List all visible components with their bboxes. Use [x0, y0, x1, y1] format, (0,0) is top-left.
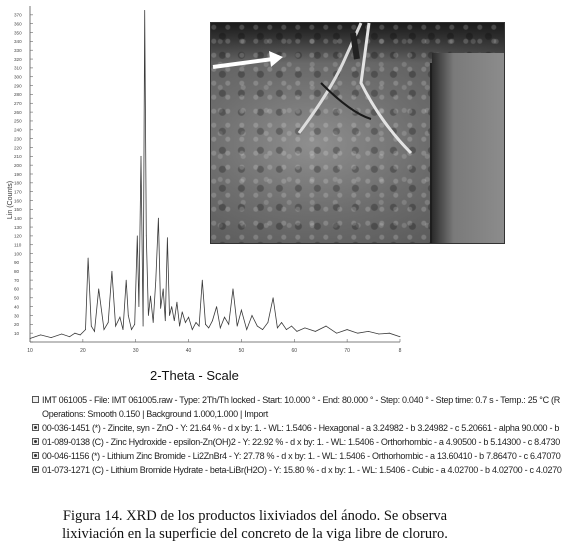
photo-overlay	[211, 23, 504, 243]
data-point	[61, 334, 62, 335]
y-tick-label: 220	[14, 145, 22, 151]
data-point	[262, 329, 263, 330]
x-tick-label: 60	[291, 348, 298, 354]
data-point	[174, 320, 175, 321]
y-axis-label: Lin (Counts)	[7, 180, 14, 220]
data-point	[177, 302, 178, 303]
data-point	[51, 337, 52, 338]
data-point	[241, 310, 242, 311]
data-point	[171, 306, 172, 307]
y-tick-label: 240	[14, 127, 22, 133]
x-tick-label: 70	[344, 348, 350, 354]
data-point	[69, 336, 70, 337]
data-point	[297, 331, 298, 332]
data-point	[108, 322, 109, 323]
data-point	[119, 317, 120, 318]
phase-marker-icon	[32, 452, 39, 459]
x-tick-label: 20	[80, 348, 86, 354]
data-point	[220, 327, 221, 328]
y-tick-label: 180	[14, 180, 22, 186]
y-tick-label: 280	[14, 92, 22, 98]
legend-row-lithium-zinc-bromide	[32, 449, 561, 463]
data-point	[134, 324, 135, 325]
data-point	[205, 324, 206, 325]
data-point	[228, 324, 229, 325]
legend-row-lithium-bromide-hydrate	[32, 463, 562, 477]
caption-line: lixiviación en la superficie del concreto de la viga libre de cloruro.	[62, 526, 448, 542]
data-point	[137, 235, 138, 236]
data-point	[291, 326, 292, 327]
data-point	[233, 289, 234, 290]
y-tick-label: 230	[14, 136, 22, 142]
legend-text: Operations: Smooth 0.150 | Background 1.000,1.000 | Import	[42, 409, 268, 419]
x-axis	[27, 339, 401, 354]
y-tick-label: 260	[14, 109, 22, 115]
data-point	[155, 280, 156, 281]
x-tick-label: 8	[398, 348, 402, 354]
y-tick-label: 330	[14, 48, 22, 54]
x-tick-label: 40	[185, 348, 192, 354]
data-point	[88, 258, 89, 259]
data-point	[123, 329, 124, 330]
data-point	[281, 322, 282, 323]
data-point	[212, 320, 213, 321]
y-tick-label: 210	[14, 154, 22, 160]
legend-row-zincite	[32, 421, 560, 435]
phase-marker-icon	[32, 466, 39, 473]
y-tick-label: 350	[14, 30, 22, 36]
data-point	[158, 218, 159, 219]
y-tick-label: 120	[14, 233, 22, 239]
data-point	[91, 326, 92, 327]
data-point	[188, 317, 189, 318]
y-tick-label: 70	[14, 277, 20, 283]
y-tick-label: 130	[14, 224, 22, 230]
data-point	[182, 312, 183, 313]
y-tick-label: 360	[14, 21, 22, 27]
data-point	[315, 331, 316, 332]
data-point	[126, 280, 127, 281]
data-point	[153, 322, 154, 323]
y-tick-label: 340	[14, 39, 22, 45]
y-tick-label: 300	[14, 74, 22, 80]
y-tick-label: 150	[14, 207, 22, 213]
data-point	[400, 336, 401, 337]
data-point	[389, 333, 390, 334]
concrete-beam-photo	[210, 22, 505, 244]
x-axis-title: 2-Theta - Scale	[150, 368, 239, 383]
x-tick-label: 50	[238, 348, 245, 354]
data-point	[267, 322, 268, 323]
data-point	[378, 334, 379, 335]
data-point	[143, 326, 144, 327]
data-point	[326, 326, 327, 327]
y-tick-label: 50	[14, 295, 20, 301]
y-tick-label: 110	[14, 242, 22, 248]
data-point	[277, 327, 278, 328]
sample-icon	[32, 396, 39, 403]
data-point	[141, 156, 142, 157]
data-point	[196, 322, 197, 323]
legend	[32, 393, 562, 477]
y-tick-label: 320	[14, 56, 22, 62]
arrow-icon	[213, 51, 283, 67]
data-point	[98, 289, 99, 290]
legend-text: IMT 061005 - File: IMT 061005.raw - Type: 2Th/Th locked - Start: 10.000 ° - End: 80.000 ° - Step: 0.040 ° - Step time: 0.7 s - Temp.: 25 °C (R	[42, 395, 560, 405]
y-tick-label: 30	[14, 313, 20, 319]
data-point	[165, 320, 166, 321]
data-point	[30, 338, 31, 339]
data-point	[224, 317, 225, 318]
y-tick-label: 170	[14, 189, 22, 195]
data-point	[148, 315, 149, 316]
data-point	[208, 327, 209, 328]
data-point	[146, 235, 147, 236]
data-point	[128, 315, 129, 316]
y-tick-label: 80	[14, 269, 20, 275]
data-point	[163, 289, 164, 290]
y-tick-label: 20	[14, 322, 20, 328]
data-point	[246, 329, 247, 330]
y-tick-label: 100	[14, 251, 22, 257]
y-tick-label: 190	[14, 171, 22, 177]
y-tick-label: 290	[14, 83, 22, 89]
data-point	[85, 329, 86, 330]
data-point	[80, 335, 81, 336]
x-tick-label: 30	[132, 348, 139, 354]
legend-row-zinc-hydroxide	[32, 435, 560, 449]
data-point	[202, 280, 203, 281]
data-point	[185, 322, 186, 323]
data-point	[273, 297, 274, 298]
data-point	[150, 296, 151, 297]
phase-marker-icon	[32, 424, 39, 431]
data-point	[167, 237, 168, 238]
data-point	[75, 333, 76, 334]
data-point	[192, 329, 193, 330]
phase-marker-icon	[32, 438, 39, 445]
legend-text: 00-036-1451 (*) - Zincite, syn - ZnO - Y: 21.64 % - d x by: 1. - WL: 1.5406 - Hexagonal - a 3.24982 - b 3.24982 - c 5.20661 - alpha 90.000 - b	[42, 423, 560, 433]
data-point	[199, 326, 200, 327]
data-point	[179, 326, 180, 327]
legend-text: 00-046-1156 (*) - Lithium Zinc Bromide - Li2ZnBr4 - Y: 27.78 % - d x by: 1. - WL: 1.5406 - Orthorhombic - a 13.60410 - b 7.86470 - c 6.47070	[42, 451, 561, 461]
y-tick-label: 370	[14, 12, 22, 18]
data-point	[144, 10, 145, 11]
y-tick-label: 200	[14, 162, 22, 168]
y-tick-label: 310	[14, 65, 22, 71]
y-tick-label: 90	[14, 260, 20, 266]
y-tick-label: 10	[14, 330, 20, 336]
legend-row-operations	[32, 407, 508, 421]
data-point	[237, 326, 238, 327]
legend-row-sample	[32, 393, 560, 407]
data-point	[112, 271, 113, 272]
y-tick-label: 140	[14, 216, 22, 222]
data-point	[216, 306, 217, 307]
data-point	[336, 333, 337, 334]
data-point	[160, 308, 161, 309]
legend-text: 01-089-0138 (C) - Zinc Hydroxide - epsilon-Zn(OH)2 - Y: 22.92 % - d x by: 1. - WL: 1.5406 - Orthorhombic - a 4.90500 - b 5.14300 - c 8.4730	[42, 437, 560, 447]
data-point	[138, 306, 139, 307]
caption-line: Figura 14. XRD de los productos lixiviados del ánodo. Se observa	[62, 508, 448, 524]
data-point	[252, 315, 253, 316]
data-point	[94, 331, 95, 332]
data-point	[104, 329, 105, 330]
y-tick-label: 60	[14, 286, 20, 292]
data-point	[357, 333, 358, 334]
x-tick-label: 10	[27, 348, 33, 354]
data-point	[257, 326, 258, 327]
data-point	[131, 329, 132, 330]
data-point	[286, 329, 287, 330]
y-tick-label: 40	[14, 304, 20, 310]
data-point	[40, 335, 41, 336]
data-point	[368, 331, 369, 332]
y-tick-label: 270	[14, 101, 22, 107]
y-tick-label: 160	[14, 198, 22, 204]
y-axis	[14, 6, 33, 342]
data-point	[169, 315, 170, 316]
data-point	[115, 326, 116, 327]
legend-text: 01-073-1271 (C) - Lithium Bromide Hydrate - beta-LiBr(H2O) - Y: 15.80 % - d x by: 1. - WL: 1.5406 - Cubic - a 4.02700 - b 4.02700 - c 4.0270	[42, 465, 562, 475]
figure-caption	[0, 507, 510, 543]
y-tick-label: 250	[14, 118, 22, 124]
data-point	[304, 327, 305, 328]
tweezers-icon	[299, 23, 411, 153]
data-point	[347, 329, 348, 330]
